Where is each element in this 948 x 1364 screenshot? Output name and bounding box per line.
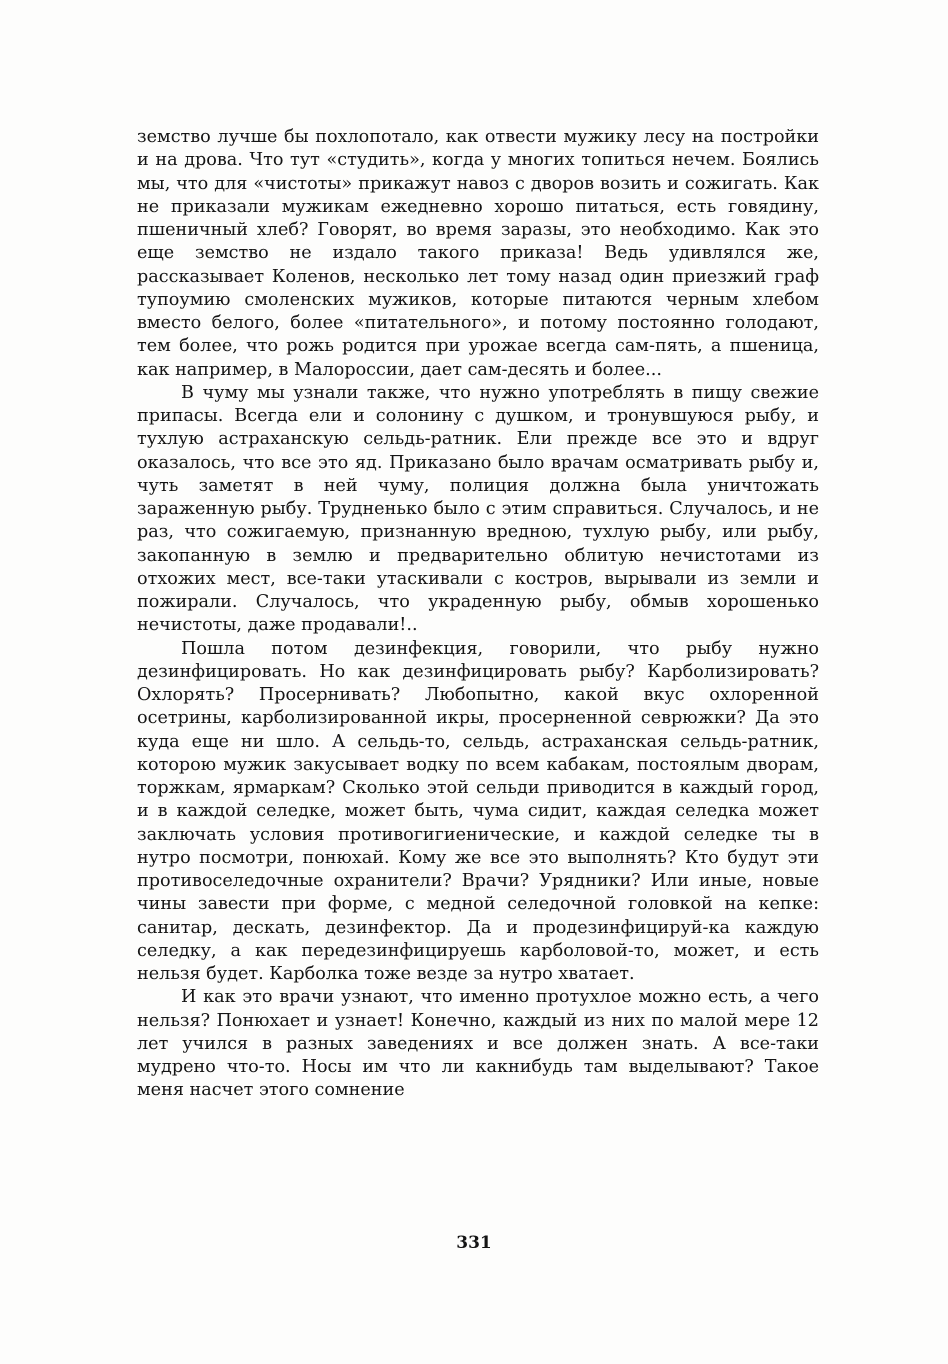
paragraph-4: И как это врачи узнают, что именно протухлое можно есть, а чего нельзя? Понюхает и узнает! Конечно, каждый из них по малой мере 12 лет учился в разных заведениях и все должен знать. А все-таки мудрено что-то. Носы им что ли какнибудь там выделывают? Такое меня насчет этого сомнение	[137, 987, 819, 1101]
paragraph-2: В чуму мы узнали также, что нужно употреблять в пищу свежие припасы. Всегда ели и солонину с душком, и тронувшуюся рыбу, и тухлую астраханскую сельдь-ратник. Ели прежде все это и вдруг оказалось, что все это яд. Приказано было врачам осматривать рыбу и, чуть заметят в ней чуму, полиция должна была уничтожать зараженную рыбу. Трудненько было с этим справиться. Случалось, и не раз, что сожигаемую, признанную вредною, тухлую рыбу, или рыбу, закопанную в землю и предварительно облитую нечистотами из отхожих мест, все-таки утаскивали с костров, вырывали из земли и пожирали. Случалось, что украденную рыбу, обмыв хорошенько нечистоты, даже продавали!..	[137, 382, 819, 636]
paragraph-3: Пошла потом дезинфекция, говорили, что рыбу нужно дезинфицировать. Но как дезинфицировать рыбу? Карболизировать? Охлорять? Просернивать? Любопытно, какой вкус охлоренной осетрины, карболизированной икры, просерненной севрюжки? Да это куда еще ни шло. А сельдь-то, сельдь, астраханская сельдь-ратник, которою мужик закусывает водку по всем кабакам, постоялым дворам, торжкам, ярмаркам? Сколько этой сельди приводится в каждый город, и в каждой селедке, может быть, чума сидит, каждая селедка может заключать условия противогигиенические, и каждой селедке ты в нутро посмотри, понюхай. Кому же все это выполнять? Кто будут эти противоселедочные охранители? Врачи? Урядники? Или иные, новые чины завести при форме, с медной селедочной головкой на кепке: санитар, дескать, дезинфектор. Да и продезинфицируй-ка каждую селедку, а как передезинфицируешь карболовой-то, может, и есть нельзя будет. Карболка тоже везде за нутро хватает.	[137, 638, 819, 984]
body-text	[137, 126, 819, 1103]
paragraph-1: земство лучше бы похлопотало, как отвести мужику лесу на постройки и на дрова. Что тут «студить», когда у многих топиться нечем. Боялись мы, что для «чистоты» прикажут навоз с дворов возить и сожигать. Как не приказали мужикам ежедневно хорошо питаться, есть говядину, пшеничный хлеб? Говорят, во время заразы, это необходимо. Как это еще земство не издало такого приказа! Ведь удивлялся же, рассказывает Коленов, несколько лет тому назад один приезжий граф тупоумию смоленских мужиков, которые питаются черным хлебом вместо белого, более «питательного», и потому постоянно голодают, тем более, что рожь родится при урожае всегда сам-пять, а пшеница, как например, в Малороссии, дает сам-десять и более...	[137, 127, 819, 380]
page-number: 331	[456, 1233, 492, 1253]
